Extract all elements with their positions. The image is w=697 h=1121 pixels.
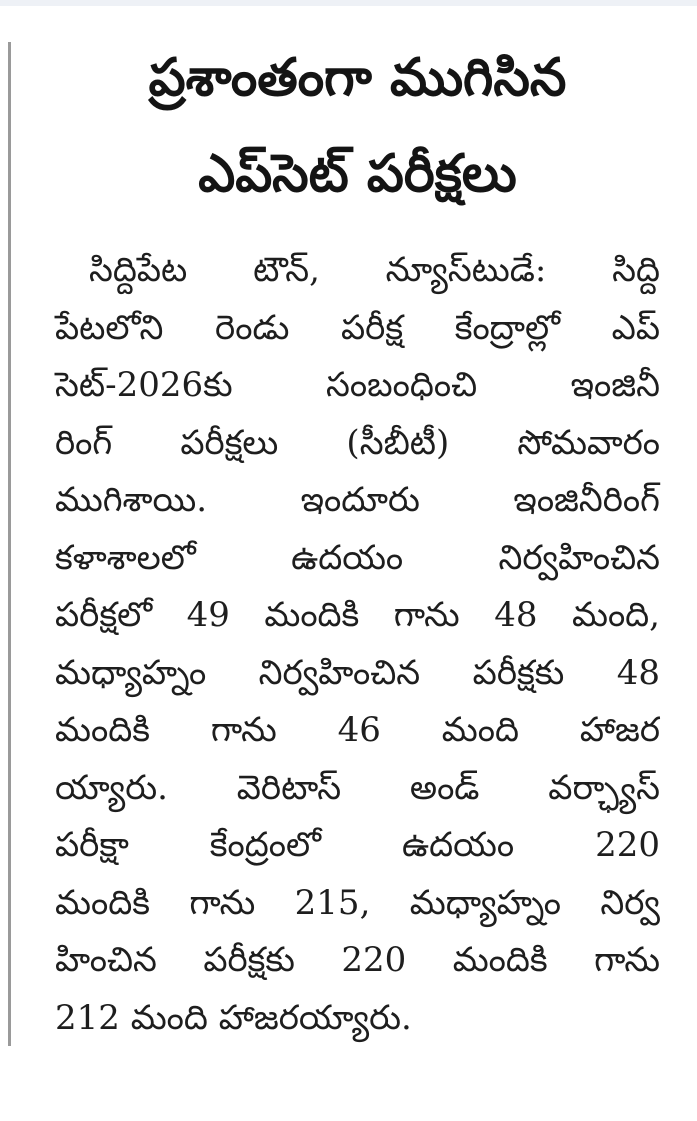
news-article xyxy=(55,30,660,1047)
body-line: మందికి గాను 215, మధ్యాహ్నం నిర్వ xyxy=(55,882,660,923)
body-line: పరీక్షలో 49 మందికి గాను 48 మంది, xyxy=(55,595,660,635)
body-line: సెట్-2026కు సంబంధించి ఇంజినీ xyxy=(55,365,660,405)
body-line: 212 మంది హాజరయ్యారు. xyxy=(55,997,412,1038)
body-line: పరీక్షా కేంద్రంలో ఉదయం 220 xyxy=(55,825,660,865)
headline xyxy=(55,30,660,222)
body-line: ముగిశాయి. ఇందూరు ఇంజినీరింగ్ xyxy=(55,480,660,520)
body-line: సిద్దిపేట టౌన్, న్యూస్‌టుడే: సిద్ది xyxy=(89,250,660,290)
body-line: మందికి గాను 46 మంది హాజర xyxy=(55,710,660,750)
body-line: మధ్యాహ్నం నిర్వహించిన పరీక్షకు 48 xyxy=(55,652,660,693)
top-strip xyxy=(0,0,697,6)
column-rule xyxy=(8,42,11,1046)
body-line: పేటలోని రెండు పరీక్ష కేంద్రాల్లో ఎప్ xyxy=(55,307,660,348)
article-body xyxy=(55,242,660,1047)
headline-line: ప్రశాంతంగా ముగిసిన xyxy=(148,48,567,108)
body-line: కళాశాలలో ఉదయం నిర్వహించిన xyxy=(55,537,660,578)
headline-line: ఎప్‌సెట్ పరీక్షలు xyxy=(198,144,517,204)
body-line: రింగ్ పరీక్షలు (సీబీటీ) సోమవారం xyxy=(55,422,660,463)
body-line: య్యారు. వెరిటాస్ అండ్ వర్ఛ్యాస్ xyxy=(55,767,660,808)
body-line: హించిన పరీక్షకు 220 మందికి గాను xyxy=(55,940,660,980)
